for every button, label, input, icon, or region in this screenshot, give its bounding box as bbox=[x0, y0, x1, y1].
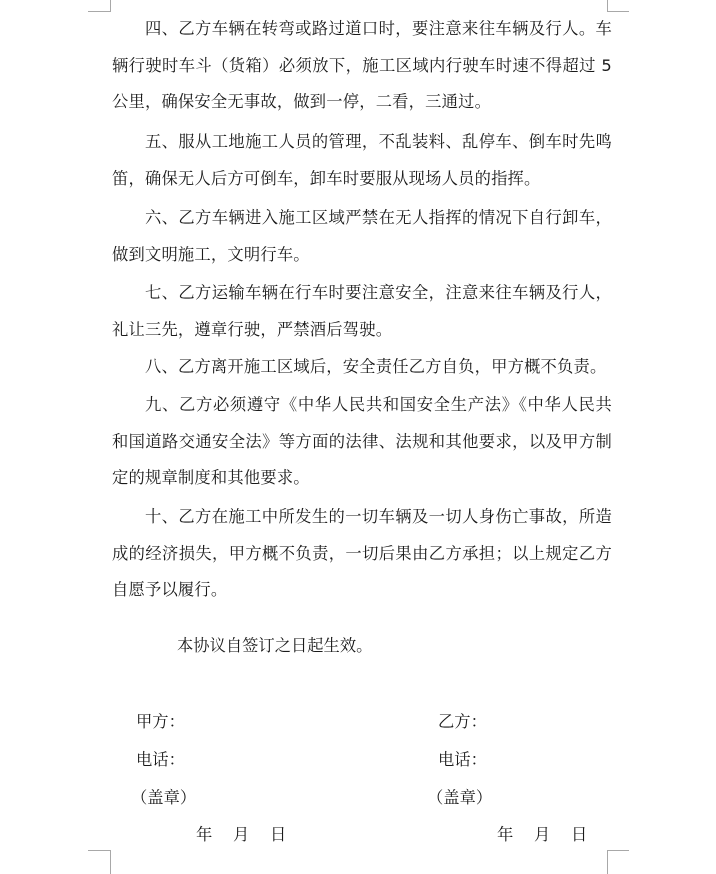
party-b-seal-label: （盖章） bbox=[427, 788, 493, 807]
party-a-date-label: 年 月 日 bbox=[196, 825, 287, 844]
party-a-phone-label: 电话： bbox=[136, 750, 185, 769]
clause-6: 六、乙方车辆进入施工区域严禁在无人指挥的情况下自行卸车，做到文明施工，文明行车。 bbox=[112, 208, 612, 264]
crop-mark-top-left-v bbox=[110, 0, 111, 12]
clause-4: 四、乙方车辆在转弯或路过道口时，要注意来往车辆及行人。车辆行驶时车斗（货箱）必须放下，施工区域内行驶车时速不得超过 5 公里，确保安全无事故，做到一停，二看，三通过。 bbox=[112, 19, 612, 112]
party-b-date-label: 年 月 日 bbox=[497, 825, 588, 844]
clause-10: 十、乙方在施工中所发生的一切车辆及一切人身伤亡事故，所造成的经济损失，甲方概不负责，一切后果由乙方承担；以上规定乙方自愿予以履行。 bbox=[112, 507, 612, 600]
crop-mark-bottom-right-h bbox=[607, 850, 629, 851]
effective-statement: 本协议自签订之日起生效。 bbox=[177, 636, 373, 655]
crop-mark-bottom-left-h bbox=[88, 850, 111, 851]
crop-mark-bottom-right-v bbox=[607, 850, 608, 874]
party-a-seal-label: （盖章） bbox=[131, 788, 197, 807]
clause-8: 八、乙方离开施工区域后，安全责任乙方自负，甲方概不负责。 bbox=[145, 357, 607, 376]
party-b-phone-label: 电话： bbox=[438, 750, 487, 769]
party-a-label: 甲方： bbox=[136, 712, 185, 731]
crop-mark-top-left-h bbox=[88, 11, 111, 12]
crop-mark-bottom-left-v bbox=[110, 850, 111, 874]
clause-7: 七、乙方运输车辆在行车时要注意安全，注意来往车辆及行人，礼让三先，遵章行驶，严禁酒后驾驶。 bbox=[112, 283, 612, 339]
clause-5: 五、服从工地施工人员的管理，不乱装料、乱停车、倒车时先鸣笛，确保无人后方可倒车，卸车时要服从现场人员的指挥。 bbox=[112, 132, 612, 188]
party-b-label: 乙方： bbox=[438, 712, 487, 731]
clause-9: 九、乙方必须遵守《中华人民共和国安全生产法》《中华人民共和国道路交通安全法》等方面的法律、法规和其他要求，以及甲方制定的规章制度和其他要求。 bbox=[112, 395, 612, 488]
